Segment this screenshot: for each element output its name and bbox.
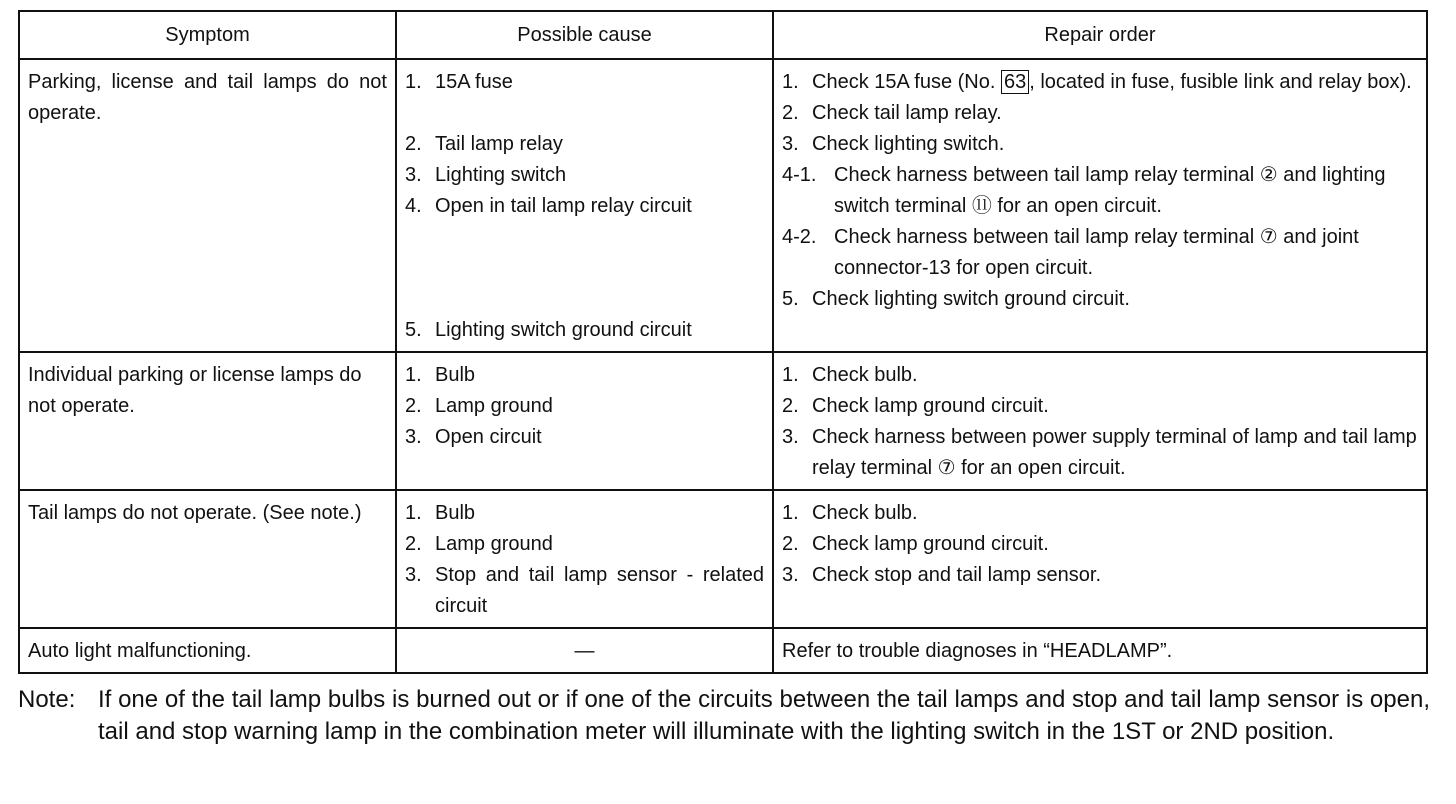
item-text: Check bulb.: [812, 364, 918, 386]
cause-item: [405, 360, 764, 391]
item-number: 3.: [782, 133, 799, 155]
repair-item: [782, 129, 1418, 160]
item-number: 5.: [405, 319, 422, 341]
cause-item: [405, 422, 764, 453]
footnote: [18, 684, 1430, 748]
item-number: 1.: [782, 364, 799, 386]
header-repair-order: Repair order: [773, 11, 1427, 59]
item-number: 2.: [405, 395, 422, 417]
item-number: 5.: [782, 288, 799, 310]
item-number: 1.: [405, 364, 422, 386]
symptom-cell: Tail lamps do not operate. (See note.): [19, 490, 396, 628]
cause-item: [405, 498, 764, 529]
repair-item: [782, 67, 1418, 98]
item-number: 3.: [782, 426, 799, 448]
header-symptom: Symptom: [19, 11, 396, 59]
note-text: If one of the tail lamp bulbs is burned out or if one of the circuits between the tail lamps and stop and tail lamp sensor is open, tail and stop warning lamp in the combination meter will illuminate with the lighting switch in the 1ST or 2ND position.: [98, 686, 1430, 745]
item-text: Bulb: [435, 502, 476, 524]
fuse-number-box: 63: [1001, 70, 1029, 94]
cause-item: [405, 560, 764, 622]
item-number: 1.: [782, 502, 799, 524]
cause-cell: [396, 352, 773, 490]
item-number: 3.: [405, 564, 422, 586]
cause-cell: [396, 59, 773, 352]
repair-cell: [773, 490, 1427, 628]
repair-item: [782, 360, 1418, 391]
repair-item: [782, 284, 1418, 315]
symptom-cell: Parking, license and tail lamps do not operate.: [19, 59, 396, 352]
symptom-cell: Individual parking or license lamps do not operate.: [19, 352, 396, 490]
item-text: Check lamp ground circuit.: [812, 395, 1049, 417]
item-text: Check lighting switch ground circuit.: [812, 288, 1130, 310]
item-number: 2.: [782, 102, 799, 124]
repair-item: [782, 222, 1418, 284]
repair-item: [782, 391, 1418, 422]
cause-item: [405, 529, 764, 560]
item-text: Check harness between power supply terminal of lamp and tail lamp relay terminal ⑦ for an open circuit.: [812, 426, 1417, 479]
item-number: 3.: [405, 164, 422, 186]
cause-item: [405, 129, 764, 160]
item-number: 1.: [405, 71, 422, 93]
item-number: 2.: [782, 395, 799, 417]
item-number: 1.: [782, 71, 799, 93]
repair-cell: [773, 59, 1427, 352]
item-text: Open in tail lamp relay circuit: [435, 195, 692, 217]
cause-cell: [396, 490, 773, 628]
repair-item: [782, 160, 1418, 222]
item-number: 4-1.: [782, 164, 817, 186]
repair-item: [782, 498, 1418, 529]
item-text: 15A fuse: [435, 71, 513, 93]
repair-item: [782, 422, 1418, 484]
item-text: Check bulb.: [812, 502, 918, 524]
item-text: Lighting switch ground circuit: [435, 319, 692, 341]
item-text: Check harness between tail lamp relay terminal ⑦ and joint connector-13 for open circuit.: [834, 226, 1359, 279]
header-possible-cause: Possible cause: [396, 11, 773, 59]
cause-cell: —: [396, 628, 773, 673]
repair-item: [782, 529, 1418, 560]
cause-item: [405, 315, 764, 346]
repair-item: [782, 560, 1418, 591]
diagnosis-table: [18, 10, 1428, 674]
note-label: Note:: [18, 686, 76, 713]
item-text: Open circuit: [435, 426, 542, 448]
item-text: Check lighting switch.: [812, 133, 1005, 155]
repair-cell: Refer to trouble diagnoses in “HEADLAMP”.: [773, 628, 1427, 673]
table-row: [19, 628, 1427, 673]
table-row: [19, 490, 1427, 628]
header-row: [19, 11, 1427, 59]
item-text: Bulb: [435, 364, 476, 386]
repair-item: [782, 98, 1418, 129]
item-number: 2.: [405, 533, 422, 555]
table-row: [19, 352, 1427, 490]
item-text: Check tail lamp relay.: [812, 102, 1002, 124]
repair-cell: [773, 352, 1427, 490]
item-text: Check stop and tail lamp sensor.: [812, 564, 1102, 586]
item-text: Stop and tail lamp sensor - related circuit: [435, 564, 764, 617]
item-number: 4-2.: [782, 226, 817, 248]
item-number: 1.: [405, 502, 422, 524]
item-text: Check harness between tail lamp relay terminal ② and lighting switch terminal ⑪ for an open circuit.: [834, 164, 1386, 217]
cause-item: [405, 191, 764, 222]
item-number: 3.: [405, 426, 422, 448]
item-text: Check lamp ground circuit.: [812, 533, 1049, 555]
cause-item: [405, 160, 764, 191]
item-number: 2.: [405, 133, 422, 155]
table-row: [19, 59, 1427, 352]
item-text: Lamp ground: [435, 395, 553, 417]
item-number: 3.: [782, 564, 799, 586]
item-text: Lighting switch: [435, 164, 567, 186]
item-text: Tail lamp relay: [435, 133, 563, 155]
item-text-part: , located in fuse, fusible link and relay box).: [1029, 71, 1412, 93]
cause-item: [405, 67, 764, 98]
item-text: [812, 67, 1418, 98]
item-number: 2.: [782, 533, 799, 555]
item-number: 4.: [405, 195, 422, 217]
item-text: Lamp ground: [435, 533, 553, 555]
symptom-cell: Auto light malfunctioning.: [19, 628, 396, 673]
item-text-part: Check 15A fuse (No.: [812, 71, 1001, 93]
cause-item: [405, 391, 764, 422]
